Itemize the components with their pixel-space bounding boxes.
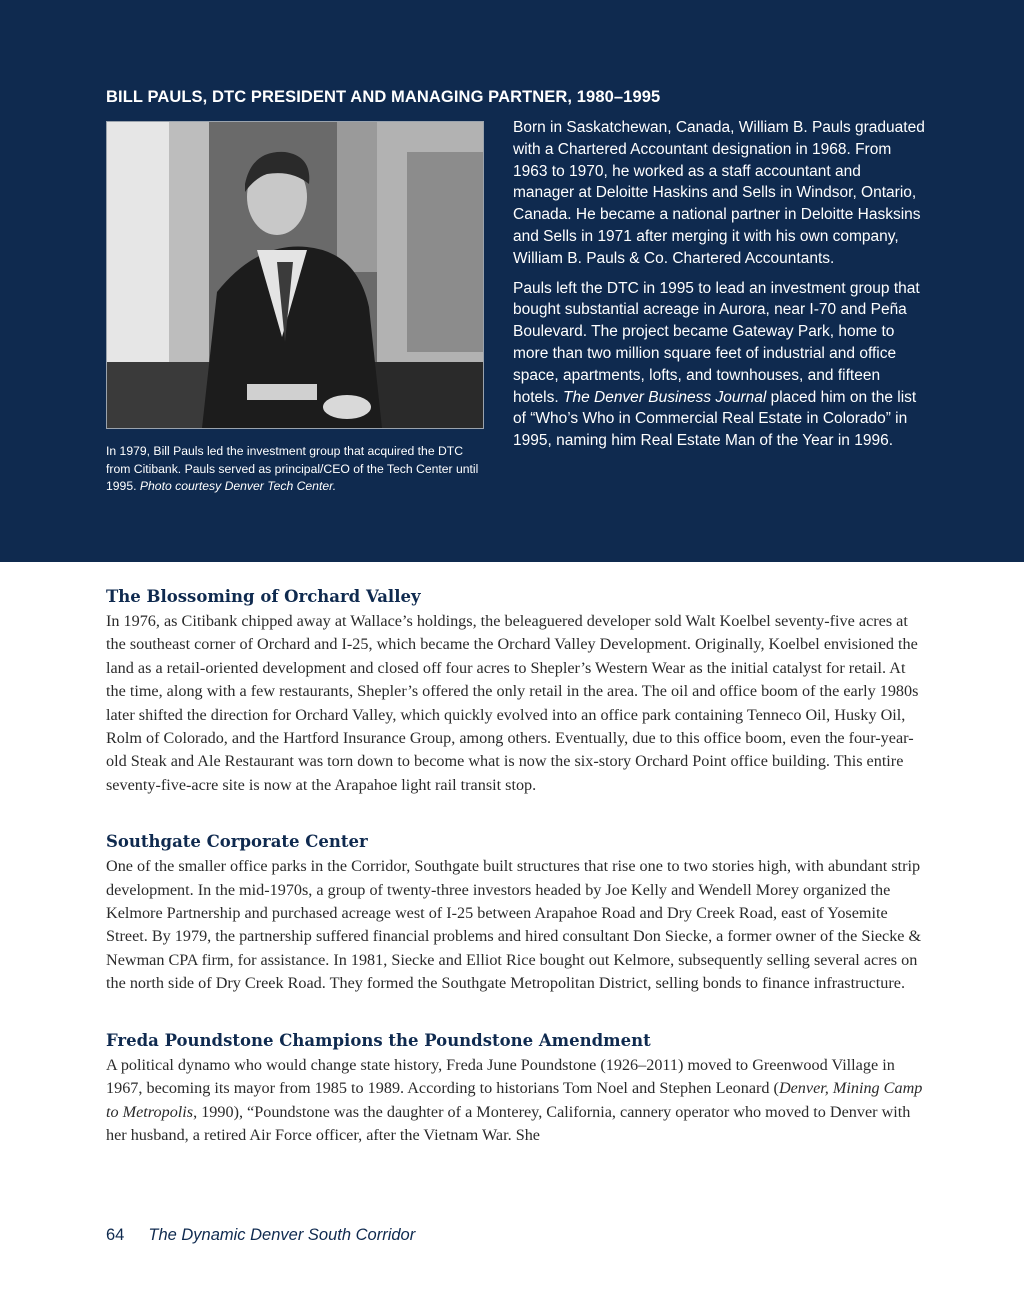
section-heading: The Blossoming of Orchard Valley bbox=[106, 587, 421, 606]
section-heading: Southgate Corporate Center bbox=[106, 832, 368, 852]
section-body bbox=[106, 1054, 926, 1148]
section-body-text-end: , 1990), “Poundstone was the daughter of a Monterey, California, cannery operator who moved to Denver with her husband, a retired Air Force officer, after the Vietnam War. She bbox=[106, 1102, 911, 1144]
book-title: The Dynamic Denver South Corridor bbox=[148, 1226, 416, 1244]
sidebar-paragraph-2 bbox=[513, 278, 925, 452]
section-body: In 1976, as Citibank chipped away at Wallace’s holdings, the beleaguered developer sold Walt Koelbel seventy-five acres at the southeast corner of Orchard and I-25, which became the Orchard Valley Development. Originally, Koelbel envisioned the land as a retail-oriented development and closed off four acres to Shepler’s Western Wear as the initial catalyst for retail. At the time, along with a few restaurants, Shepler’s offered the only retail in the area. The oil and office boom of the early 1980s later shifted the direction for Orchard Valley, which quickly evolved into an office park containing Tenneco Oil, Husky Oil, Rolm of Colorado, and the Hartford Insurance Group, among others. Eventually, due to this office boom, even the four-year-old Steak and Ale Restaurant was torn down to become what is now the six-story Orchard Point office building. This entire seventy-five-acre site is now at the Arapahoe light rail transit stop. bbox=[106, 612, 919, 794]
sidebar-body bbox=[513, 117, 925, 460]
section-poundstone bbox=[106, 1030, 926, 1148]
section-heading: Freda Poundstone Champions the Poundstone Amendment bbox=[106, 1030, 651, 1050]
sidebar-paragraph-1: Born in Saskatchewan, Canada, William B. Pauls graduated with a Chartered Accountant designation in 1968. From 1963 to 1970, he worked as a staff accountant and manager at Deloitte Haskins and Sells in Windsor, Ontario, Canada. He became a national partner in Deloitte Hasksins and Sells in 1971 after merging it with his own company, William B. Pauls & Co. Chartered Accountants. bbox=[513, 119, 925, 267]
sidebar-title: BILL PAULS, DTC PRESIDENT AND MANAGING PARTNER, 1980–1995 bbox=[106, 88, 661, 106]
sidebar-paragraph-2-text: Pauls left the DTC in 1995 to lead an investment group that bought substantial acreage in Aurora, near I-70 and Peña Boulevard. The project became Gateway Park, home to more than two million square feet of industrial and office space, apartments, lofts, and townhouses, and fifteen hotels. bbox=[513, 279, 920, 406]
section-southgate bbox=[106, 831, 926, 995]
book-citation: Denver, Mining Camp to Metropolis bbox=[106, 1079, 923, 1121]
main-content bbox=[106, 586, 926, 1181]
photo-caption bbox=[106, 443, 484, 496]
caption-text: In 1979, Bill Pauls led the investment group that acquired the DTC from Citibank. Pauls served as principal/CEO of the Tech Center until 1995. bbox=[106, 444, 479, 494]
page-number: 64 bbox=[106, 1226, 125, 1244]
section-body-text: A political dynamo who would change state history, Freda June Poundstone (1926–2011) moved to Greenwood Village in 1967, becoming its mayor from 1985 to 1989. According to historians Tom Noel and Stephen Leonard ( bbox=[106, 1055, 895, 1098]
sidebar-panel bbox=[0, 0, 1024, 562]
sidebar-paragraph-2-text-end: placed him on the list of “Who’s Who in Commercial Real Estate in Colorado” in 1995, naming him Real Estate Man of the Year in 1996. bbox=[513, 388, 917, 450]
page-footer bbox=[106, 1226, 415, 1245]
portrait-photo bbox=[106, 121, 484, 429]
caption-credit: Photo courtesy Denver Tech Center. bbox=[139, 479, 337, 494]
publication-title: The Denver Business Journal bbox=[562, 388, 767, 406]
section-orchard-valley bbox=[106, 586, 926, 797]
portrait-illustration bbox=[107, 122, 483, 428]
section-body: One of the smaller office parks in the Corridor, Southgate built structures that rise one to two stories high, with abundant strip development. In the mid-1970s, a group of twenty-three investors headed by Joe Kelly and Wendell Morey organized the Kelmore Partnership and purchased acreage west of I-25 between Arapahoe Road and Dry Creek Road, east of Yosemite Street. By 1979, the partnership suffered financial problems and hired consultant Don Siecke, a former owner of the Siecke & Newman CPA firm, for assistance. In 1981, Siecke and Elliot Rice bought out Kelmore, subsequently selling several acres on the north side of Dry Creek Road. They formed the Southgate Metropolitan District, selling bonds to finance infrastructure. bbox=[106, 857, 922, 993]
